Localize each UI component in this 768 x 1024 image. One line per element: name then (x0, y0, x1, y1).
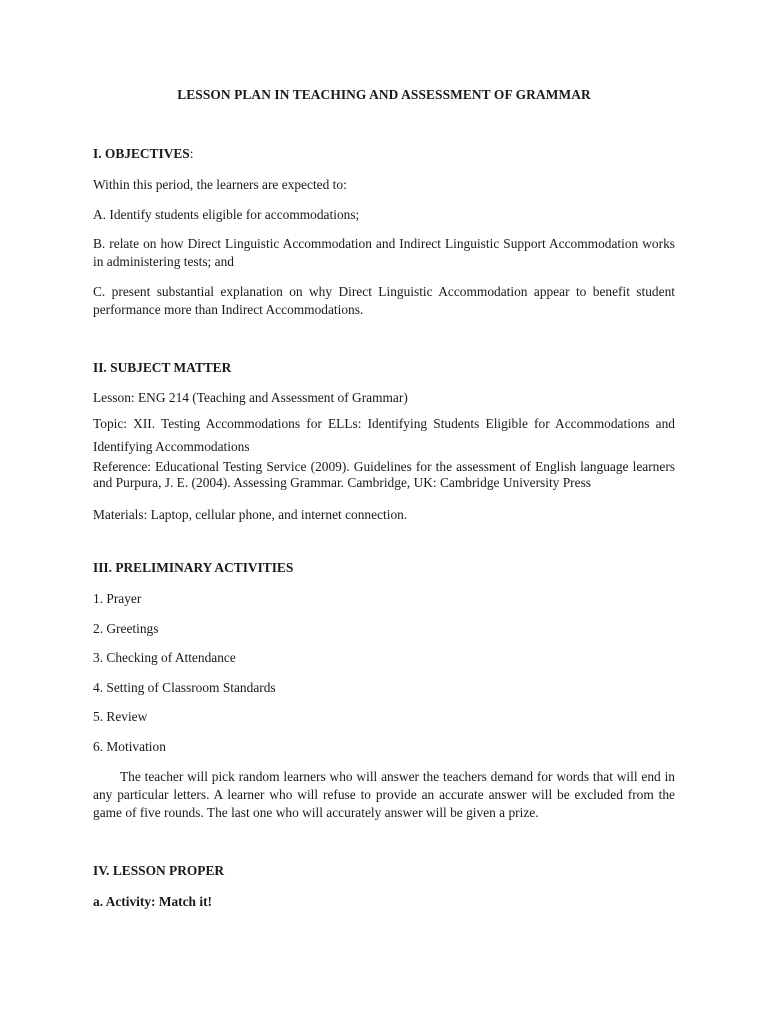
document-title: LESSON PLAN IN TEACHING AND ASSESSMENT OF GRAMMAR (177, 87, 591, 102)
subject-lesson: Lesson: ENG 214 (Teaching and Assessment of Grammar) (93, 390, 408, 405)
preliminary-item-standards: 4. Setting of Classroom Standards (93, 680, 276, 695)
objective-item-c: C. present substantial explanation on why Direct Linguistic Accommodation appear to benefit student performance more than Indirect Accommodations. (93, 284, 675, 317)
preliminary-item-review: 5. Review (93, 709, 148, 724)
preliminary-heading: III. PRELIMINARY ACTIVITIES (93, 560, 294, 575)
subject-reference: Reference: Educational Testing Service (2009). Guidelines for the assessment of English language learners and Purpura, J. E. (2004). Assessing Grammar. Cambridge, UK: Cambridge University Press (93, 459, 675, 490)
objective-item-a: A. Identify students eligible for accommodations; (93, 207, 360, 222)
subject-topic: Topic: XII. Testing Accommodations for ELLs: Identifying Students Eligible for Accommodations and Identifying Accommodations (93, 416, 675, 454)
lesson-activity-heading: a. Activity: Match it! (93, 894, 212, 909)
preliminary-item-greetings: 2. Greetings (93, 621, 159, 636)
objectives-heading-wrap (93, 146, 193, 162)
motivation-paragraph: The teacher will pick random learners who will answer the teachers demand for words that will end in any particular letters. A learner who will refuse to provide an accurate answer will be excluded from the game of five rounds. The last one who will accurately answer will be given a prize. (93, 769, 675, 820)
subject-matter-heading: II. SUBJECT MATTER (93, 360, 232, 375)
preliminary-item-prayer: 1. Prayer (93, 591, 142, 606)
objective-item-b: B. relate on how Direct Linguistic Accommodation and Indirect Linguistic Support Accommodation works in administering tests; and (93, 236, 675, 269)
objectives-heading: I. OBJECTIVES (93, 146, 190, 161)
preliminary-item-motivation: 6. Motivation (93, 739, 166, 754)
objectives-intro: Within this period, the learners are expected to: (93, 177, 347, 192)
subject-materials: Materials: Laptop, cellular phone, and internet connection. (93, 507, 408, 522)
objectives-heading-colon: : (189, 146, 194, 161)
lesson-proper-heading: IV. LESSON PROPER (93, 863, 225, 878)
preliminary-item-attendance: 3. Checking of Attendance (93, 650, 236, 665)
